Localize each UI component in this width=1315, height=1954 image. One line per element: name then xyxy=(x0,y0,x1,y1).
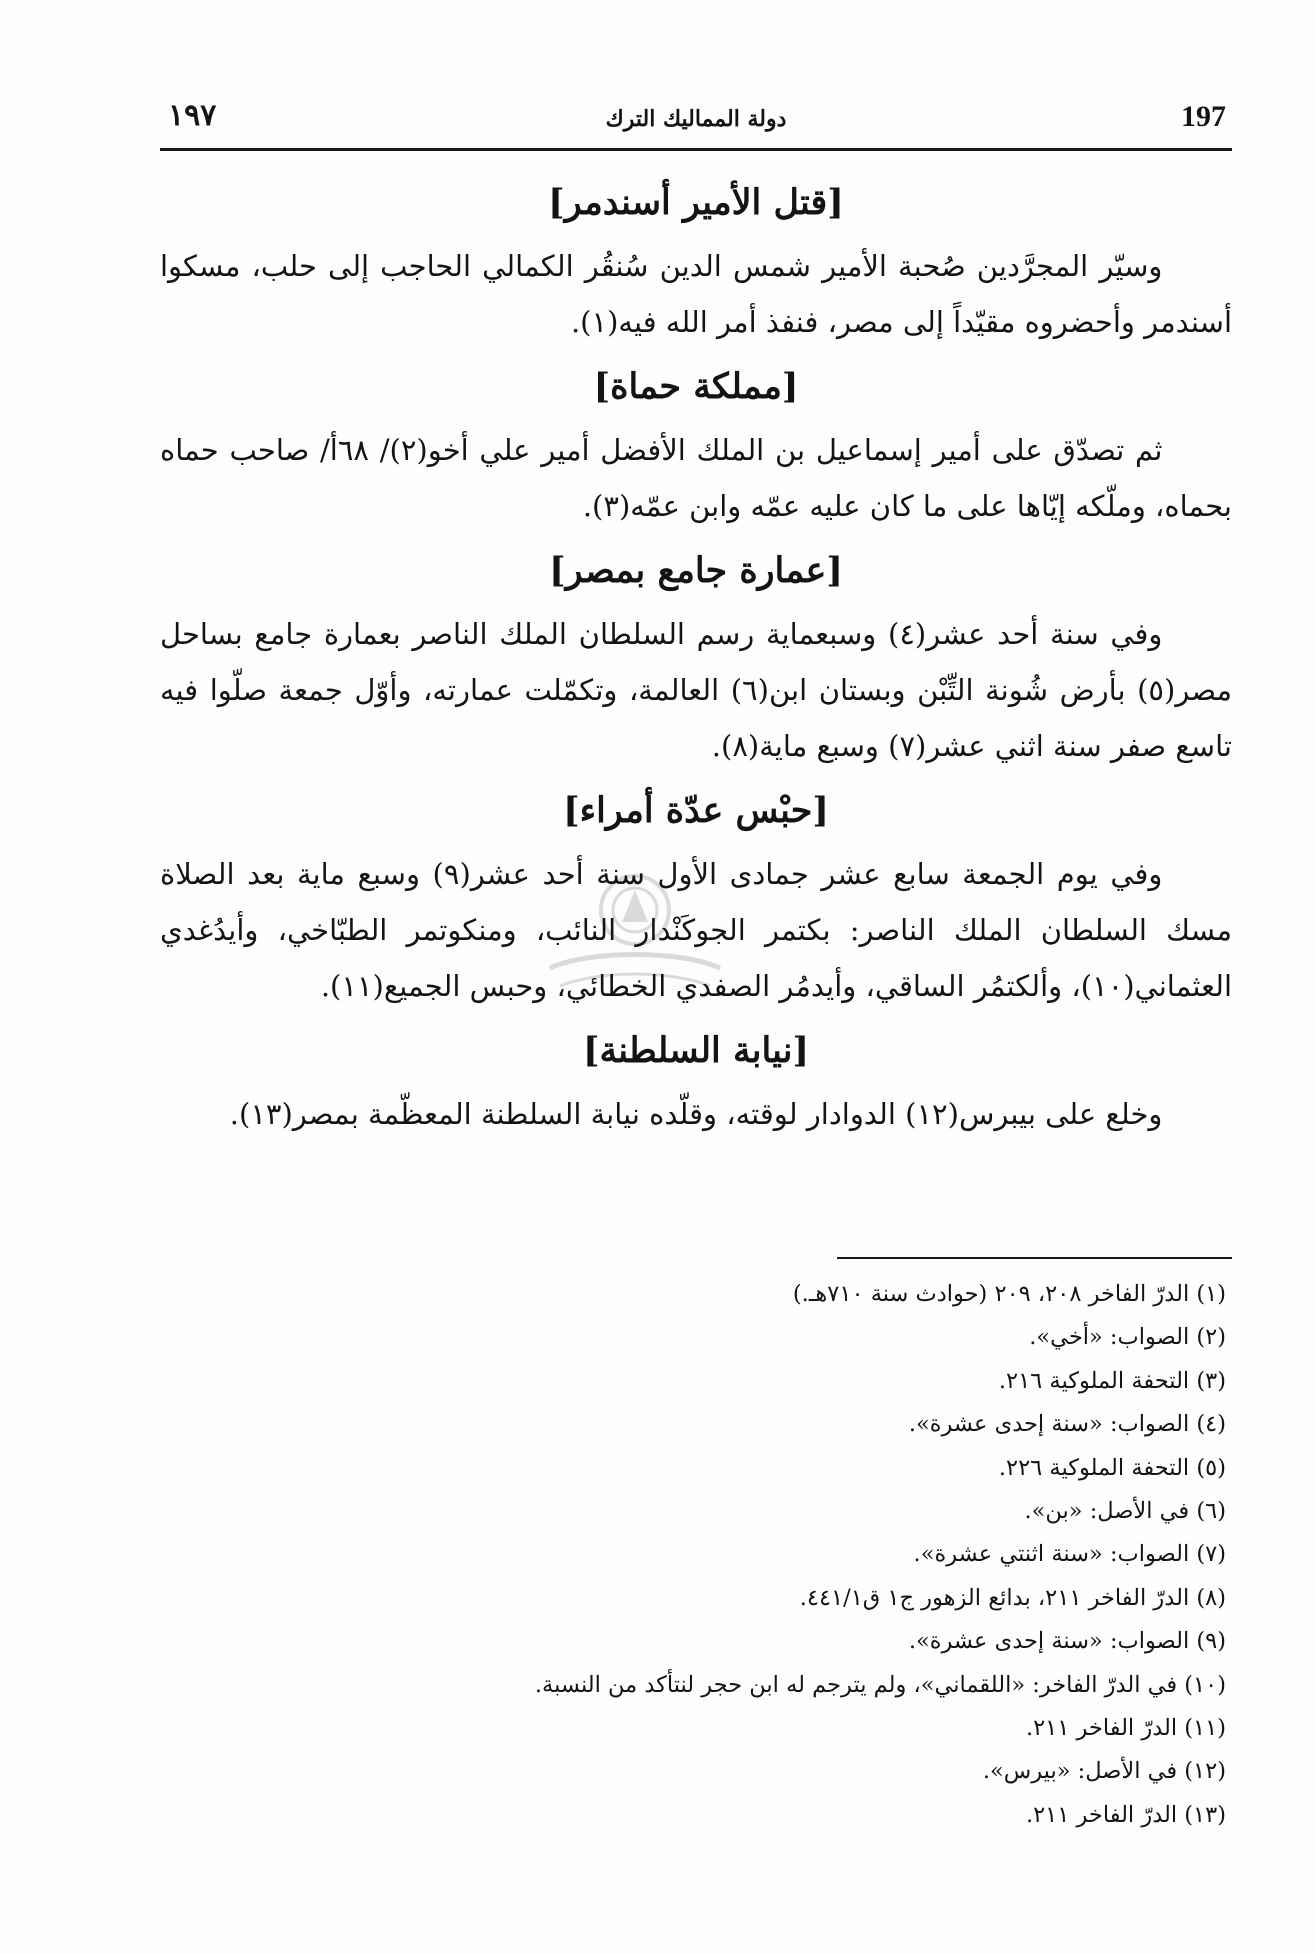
section xyxy=(160,1026,1232,1142)
footnote: (١٠) في الدرّ الفاخر: «اللقماني»، ولم يترجم له ابن حجر لنتأكد من النسبة. xyxy=(534,1671,1226,1698)
footnote-separator xyxy=(837,1257,1232,1259)
footnote: (١١) الدرّ الفاخر ٢١١. xyxy=(1025,1715,1226,1742)
section-title: [نيابة السلطنة] xyxy=(582,1030,809,1071)
section-paragraph: ثم تصدّق على أمير إسماعيل بن الملك الأفضل أمير علي أخو(٢)/ ٦٨أ/ صاحب حماه بحماه، وملّكه إيّاها على ما كان عليه عمّه وابن عمّه(٣). xyxy=(160,433,1232,523)
footnote: (٩) الصواب: «سنة إحدى عشرة». xyxy=(908,1628,1226,1655)
section xyxy=(160,178,1232,350)
footnote: (٣) التحفة الملوكية ٢١٦. xyxy=(998,1367,1226,1394)
section xyxy=(160,362,1232,534)
footnotes xyxy=(160,1273,1232,1837)
footnote: (١) الدرّ الفاخر ٢٠٨، ٢٠٩ (حوادث سنة ٧١٠هـ.) xyxy=(792,1281,1226,1307)
footnote: (١٢) في الأصل: «بيرس». xyxy=(982,1758,1226,1785)
page-header xyxy=(160,92,1232,151)
section-paragraph: وفي سنة أحد عشر(٤) وسبعماية رسم السلطان الملك الناصر بعمارة جامع بساحل مصر(٥) بأرض شُونة التِّبْن وبستان ابن(٦) العالمة، وتكمّلت عمارته، وأوّل جمعة صلّوا فيه تاسع صفر سنة اثني عشر(٧) وسبع ماية(٨). xyxy=(160,617,1232,763)
footnote: (٨) الدرّ الفاخر ٢١١، بدائع الزهور ج١ ق٤٤١/١. xyxy=(799,1584,1226,1611)
section-paragraph: وسيّر المجرَّدين صُحبة الأمير شمس الدين سُنقُر الكمالي الحاجب إلى حلب، مسكوا أسندمر وأحضروه مقيّداً إلى مصر، فنفذ أمر الله فيه(١). xyxy=(160,249,1232,339)
footnote: (٥) التحفة الملوكية ٢٢٦. xyxy=(998,1454,1226,1481)
footnote: (١٣) الدرّ الفاخر ٢١١. xyxy=(1025,1801,1226,1828)
section-title: [عمارة جامع بمصر] xyxy=(549,550,843,591)
footnote: (٦) في الأصل: «بن». xyxy=(1024,1498,1226,1525)
footnote: (٧) الصواب: «سنة اثنتي عشرة». xyxy=(913,1541,1226,1568)
section-paragraph: وخلع على بيبرس(١٢) الدوادار لوقته، وقلّده نيابة السلطنة المعظّمة بمصر(١٣). xyxy=(229,1097,1163,1131)
section-paragraph: وفي يوم الجمعة سابع عشر جمادى الأول سنة أحد عشر(٩) وسبع ماية بعد الصلاة مسك السلطان الملك الناصر: بكتمر الجوكَنْدار النائب، ومنكوتمر الطبّاخي، وأيدُغدي العثماني(١٠)، وألكتمُر الساقي، وأيدمُر الصفدي الخطائي، وحبس الجميع(١١). xyxy=(160,857,1232,1003)
page-number: 197 xyxy=(1181,100,1226,133)
main-text xyxy=(160,178,1232,1154)
section-title: [مملكة حماة] xyxy=(593,366,799,407)
footnote: (٢) الصواب: «أخي». xyxy=(1029,1324,1226,1351)
page-number-arabic: ١٩٧ xyxy=(168,98,217,133)
running-title: دولة المماليك الترك xyxy=(605,106,787,132)
section-title: [حبْس عدّة أمراء] xyxy=(563,790,829,831)
section-title: [قتل الأمير أسندمر] xyxy=(548,182,844,223)
section xyxy=(160,786,1232,1014)
section xyxy=(160,546,1232,774)
footnote: (٤) الصواب: «سنة إحدى عشرة». xyxy=(908,1411,1226,1438)
